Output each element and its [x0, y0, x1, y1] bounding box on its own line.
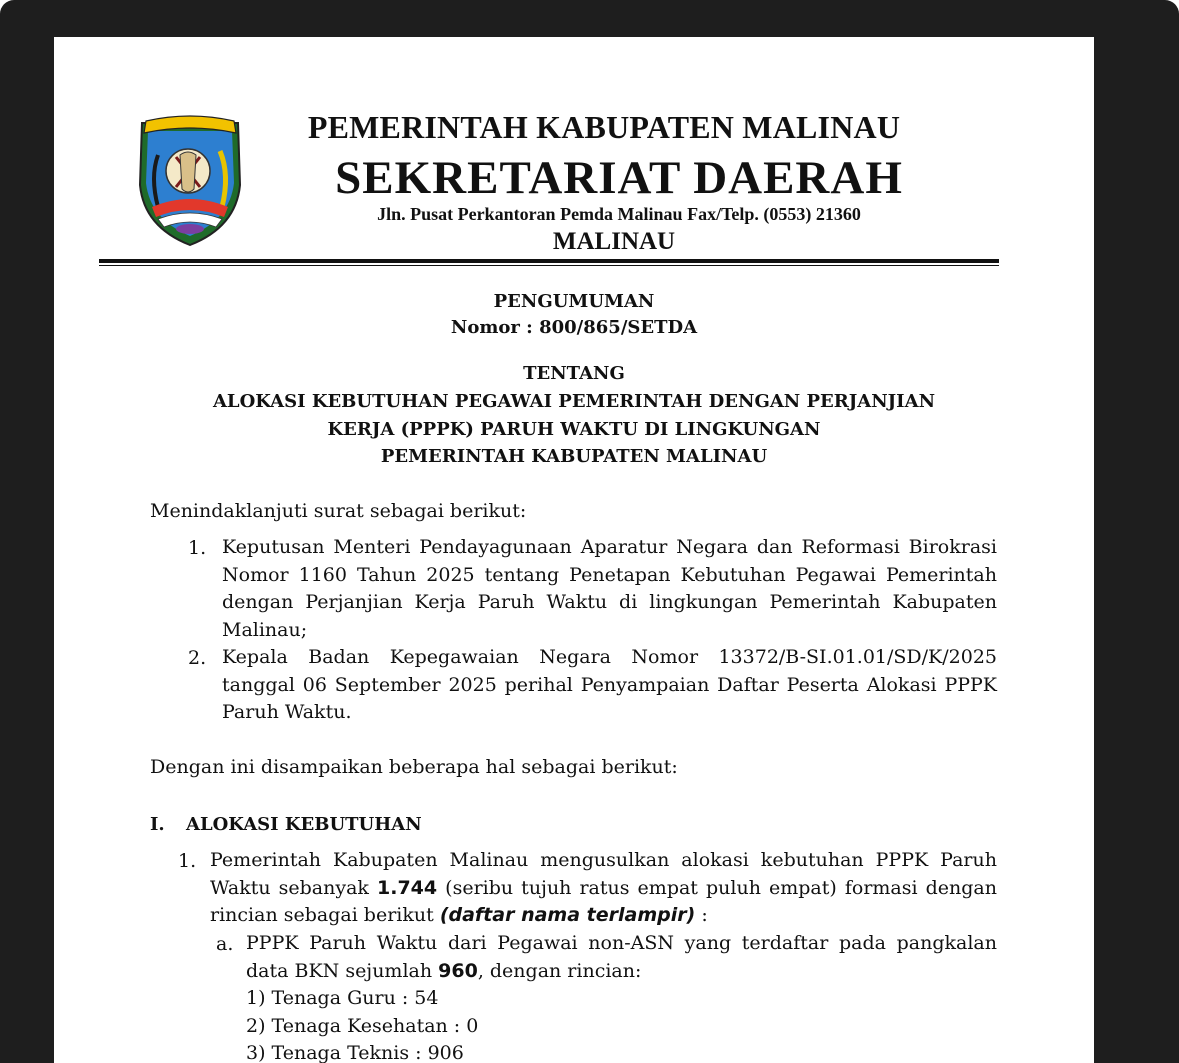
sub-item-line: data BKN sejumlah 960, dengan rincian:: [246, 959, 642, 982]
sub-item-a: [246, 930, 997, 1063]
reference-line: dengan Perjanjian Kerja Paruh Waktu di lingkungan Pemerintah Kabupaten: [222, 591, 997, 613]
subject-line-3: PEMERINTAH KABUPATEN MALINAU: [380, 446, 768, 467]
item-line: Waktu sebanyak 1.744 (seribu tujuh ratus empat puluh empat) formasi dengan: [210, 876, 997, 899]
reference-line: Keputusan Menteri Pendayagunaan Aparatur Negara dan Reformasi Birokrasi: [222, 536, 997, 558]
letterhead-rule-thick: [99, 259, 999, 263]
reference-line: Malinau;: [222, 618, 308, 641]
statement-text: Dengan ini disampaikan beberapa hal sebagai berikut:: [150, 756, 678, 778]
letterhead-address: Jln. Pusat Perkantoran Pemda Malinau Fax/Telp. (0553) 21360: [377, 204, 861, 224]
item-number: 1.: [178, 850, 197, 872]
document-type: PENGUMUMAN: [493, 291, 655, 312]
reference-line: Paruh Waktu.: [222, 701, 352, 723]
reference-line: Kepala Badan Kepegawaian Negara Nomor 13372/B-SI.01.01/SD/K/2025: [222, 646, 997, 668]
sub-item-line: PPPK Paruh Waktu dari Pegawai non-ASN yang terdaftar pada pangkalan: [246, 932, 997, 954]
section-roman-numeral: I.: [150, 814, 165, 835]
allocation-item: [210, 847, 997, 930]
intro-text: Menindaklanjuti surat sebagai berikut:: [150, 500, 527, 522]
section-heading: ALOKASI KEBUTUHAN: [186, 814, 422, 835]
subject-line-1: ALOKASI KEBUTUHAN PEGAWAI PEMERINTAH DENGAN PERJANJIAN: [212, 391, 936, 412]
letterhead-office: SEKRETARIAT DAERAH: [335, 152, 903, 204]
document-page: [54, 37, 1094, 1063]
reference-item: [222, 534, 997, 644]
detail-line: 3) Tenaga Teknis : 906: [246, 1042, 464, 1063]
sub-item-letter: a.: [216, 933, 234, 955]
letterhead-government: PEMERINTAH KABUPATEN MALINAU: [307, 109, 901, 145]
reference-line: tanggal 06 September 2025 perihal Penyampaian Daftar Peserta Alokasi PPPK: [222, 673, 997, 696]
reference-number: 1.: [188, 537, 207, 559]
non-asn-count: 960: [438, 959, 478, 982]
total-formation-count: 1.744: [377, 876, 438, 899]
letterhead-rule-thin: [99, 265, 999, 266]
attachment-note: (daftar nama terlampir): [439, 904, 696, 926]
letterhead-city: MALINAU: [552, 228, 676, 255]
detail-line: 2) Tenaga Kesehatan : 0: [246, 1014, 479, 1037]
document-number: Nomor : 800/865/SETDA: [450, 317, 698, 338]
reference-line: Nomor 1160 Tahun 2025 tentang Penetapan Kebutuhan Pegawai Pemerintah: [222, 563, 997, 586]
about-label: TENTANG: [523, 363, 625, 384]
subject-line-2: KERJA (PPPK) PARUH WAKTU DI LINGKUNGAN: [327, 419, 821, 440]
item-line: rincian sebagai berikut (daftar nama terlampir) :: [210, 904, 708, 926]
detail-line: 1) Tenaga Guru : 54: [246, 987, 439, 1009]
item-line: Pemerintah Kabupaten Malinau mengusulkan alokasi kebutuhan PPPK Paruh: [210, 849, 997, 871]
reference-item: [222, 644, 997, 727]
reference-number: 2.: [188, 647, 207, 669]
